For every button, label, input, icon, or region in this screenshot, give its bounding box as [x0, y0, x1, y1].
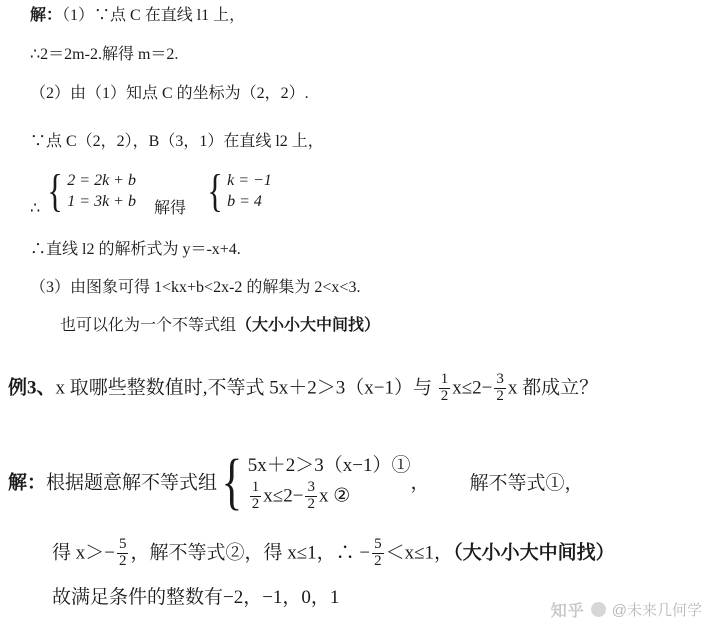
therefore-symbol: ∴: [30, 199, 41, 217]
zhihu-logo: 知乎: [550, 603, 585, 620]
system2-row2: b = 4: [227, 193, 262, 210]
system1-row2: 1 = 3k + b: [67, 193, 136, 210]
system2-row1: k = −1: [227, 172, 272, 189]
solution-line2-b: ，解不等式②，得 x≤1，∴ −: [130, 542, 371, 564]
example-text-a: x 取哪些整数值时,不等式 5x＋2＞3（x−1）与: [55, 377, 437, 399]
fraction-denominator: 2: [440, 387, 449, 404]
solution-line2-c: ＜x≤1，: [385, 542, 454, 564]
fraction-denominator: 2: [118, 552, 127, 569]
fraction-three-halves-2: [305, 480, 317, 513]
equation-system-left: [44, 165, 136, 216]
inequality-system: [217, 448, 411, 517]
solution-line-8-emphasis: （大小小大中间找）: [236, 317, 381, 334]
fraction-denominator: 2: [307, 495, 315, 512]
avatar: [591, 602, 606, 617]
equation-system-right: [204, 165, 272, 216]
solution-line-1-text: （1）∵点 C 在直线 l1 上，: [62, 7, 246, 24]
inequality-row-2-mid: x≤2−: [263, 485, 304, 507]
example-3-statement: [8, 373, 598, 406]
fraction-numerator: 1: [440, 371, 449, 387]
solution-line-3: （2）由（1）知点 C 的坐标为（2，2）.: [30, 85, 309, 102]
fraction-numerator: 3: [307, 479, 315, 495]
system1-row1: 2 = 2k + b: [67, 172, 136, 189]
solution-comma: ，: [410, 472, 430, 494]
fraction-one-half-2: [250, 480, 262, 513]
fraction-denominator: 2: [251, 495, 260, 512]
solution-line2-a: 得 x＞−: [52, 542, 115, 564]
left-brace-icon: {: [47, 165, 63, 216]
watermark-username: @未来几何学: [611, 602, 702, 619]
fraction-five-halves: [117, 537, 129, 570]
fraction-three-halves: [494, 372, 506, 405]
solution-line-2: ∴2＝2m-2.解得 m＝2.: [30, 46, 179, 63]
fraction-numerator: 3: [496, 371, 504, 387]
solution-line-8: [60, 316, 380, 336]
solution-line-8-text: 也可以化为一个不等式组: [60, 317, 237, 334]
solution-line-6: ∴直线 l2 的解析式为 y＝-x+4.: [30, 241, 241, 258]
example-text-b: x≤2−: [452, 377, 493, 399]
example-solution-line-2: [52, 538, 615, 571]
solution-line-1: [30, 6, 245, 26]
example-label: 例3、: [8, 377, 56, 399]
inequality-row-2-post: x ②: [318, 485, 351, 507]
fraction-numerator: 5: [374, 536, 382, 552]
solution-label-2: 解：: [8, 472, 47, 494]
left-brace-icon-3: {: [221, 448, 243, 517]
solution-line2-emphasis: （大小小大中间找）: [453, 542, 615, 564]
equation-systems-row: [30, 165, 272, 217]
inequality-row-1: 5x＋2＞3（x−1）①: [247, 455, 411, 476]
fraction-one-half: [439, 372, 451, 405]
solution-line-7: （3）由图象可得 1<kx+b<2x-2 的解集为 2<x<3.: [30, 279, 361, 296]
solution-line-4: ∵点 C（2，2），B（3，1）在直线 l2 上，: [30, 133, 324, 150]
example-text-c: x 都成立？: [507, 377, 599, 399]
fraction-denominator: 2: [374, 552, 382, 569]
solution-lead: 根据题意解不等式组: [46, 472, 218, 494]
fraction-denominator: 2: [496, 387, 504, 404]
solution-tail: 解不等式①，: [469, 472, 584, 494]
inequality-row-2: [248, 481, 411, 514]
solution-label: 解：: [30, 7, 63, 24]
fraction-numerator: 5: [118, 536, 127, 552]
example-solution-line-3: 故满足条件的整数有−2，−1，0，1: [52, 587, 340, 608]
fraction-numerator: 1: [251, 479, 260, 495]
solve-label: 解得: [153, 199, 186, 217]
example-solution-line-1: [8, 448, 584, 517]
watermark: [551, 598, 702, 621]
fraction-five-halves-2: [372, 537, 384, 570]
left-brace-icon-2: {: [207, 165, 223, 216]
